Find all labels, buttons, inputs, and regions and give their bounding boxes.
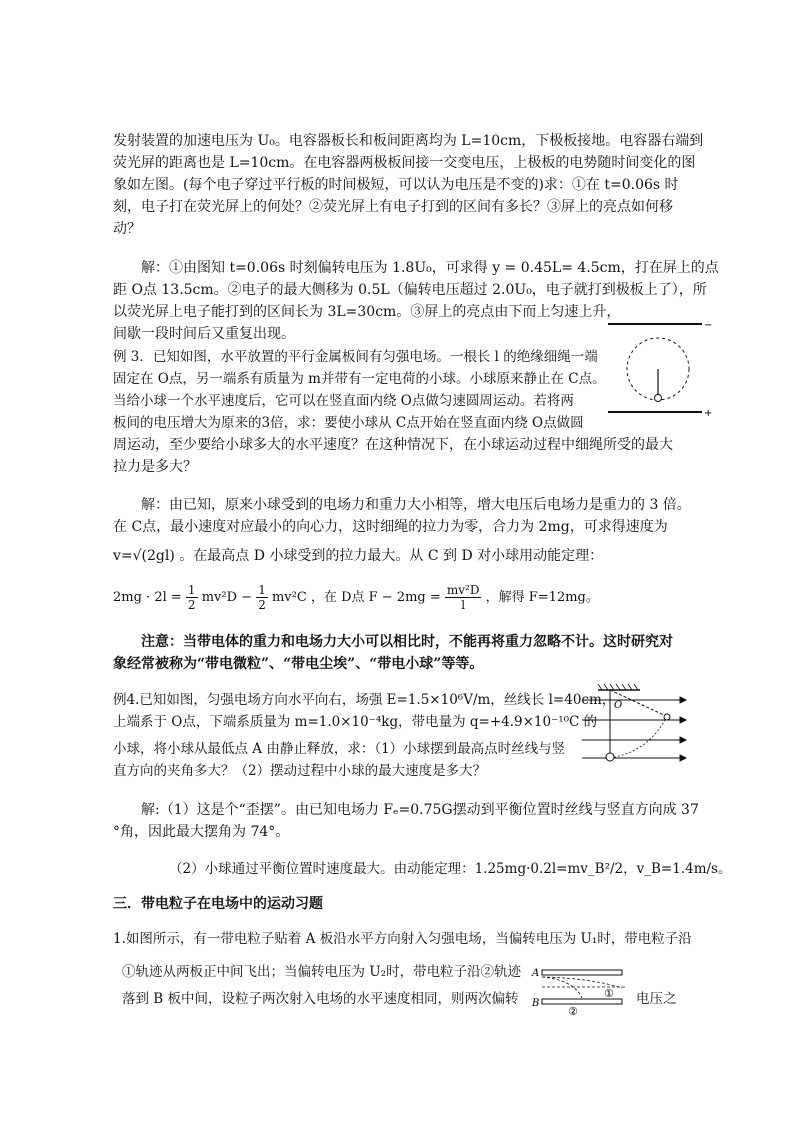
trajectory-2-label: ② xyxy=(568,1005,578,1016)
fraction: $\frac{\text{mv²D}}{l}$ xyxy=(446,583,480,612)
trajectory-1-label: ① xyxy=(604,987,614,1000)
eq-term: mv²C ，在 D点 F − 2mg = xyxy=(271,590,441,605)
plate-b-label: B xyxy=(532,998,540,1009)
text-line: 当给小球一个水平速度后，它可以在竖直面内绕 O点做匀速圆周运动。若将两 xyxy=(113,393,574,409)
text-line: 例4.已知如图，匀强电场方向水平向右，场强 E=1.5×10⁶V/m，丝线长 l=40cm， xyxy=(113,692,616,708)
text-line: 在 C点，最小速度对应最小的向心力，这时细绳的拉力为零，合力为 2mg，可求得速度为 xyxy=(113,519,668,535)
text-line: 上端系于 O点，下端系质量为 m=1.0×10⁻⁴kg，带电量为 q=+4.9×10⁻¹⁰C 的 xyxy=(113,714,598,730)
field-pendulum-figure xyxy=(578,682,688,772)
text-line: 象如左图。(每个电子穿过平行板的时间极短，可以认为电压是不变的)求：①在 t=0.06s 时 xyxy=(113,177,679,193)
fraction: $\frac{1}{2}$ xyxy=(187,583,196,612)
equation-line xyxy=(113,583,599,612)
text-line: 解：①由图知 t=0.06s 时刻偏转电压为 1.8U₀，可求得 y = 0.45L= 4.5cm，打在屏上的点 xyxy=(141,260,719,276)
eq-term: ，解得 F=12mg。 xyxy=(485,590,599,605)
eq-left: 2mg · 2l = xyxy=(113,590,182,605)
minus-label: − xyxy=(704,320,713,331)
text-line: 小球，将小球从最低点 A 由静止释放，求：（1）小球摆到最高点时丝线与竖 xyxy=(113,741,566,757)
plus-label: + xyxy=(704,408,713,418)
text-line: 以荧光屏上电子能打到的区间长为 3L=30cm。③屏上的亮点由下而上匀速上升， xyxy=(113,304,621,320)
pendulum-plates-figure xyxy=(604,318,714,418)
text-line: 荧光屏的距离也是 L=10cm。在电容器两极板间接一交变电压，上极板的电势随时间变化的图 xyxy=(113,155,696,171)
text-line: °角，因此最大摆角为 74°。 xyxy=(113,824,290,840)
text-line: 板间的电压增大为原来的3倍，求：要使小球从 C点开始在竖直面内绕 O点做圆 xyxy=(113,415,584,431)
text-line: 1.如图所示，有一带电粒子贴着 A 板沿水平方向射入匀强电场，当偏转电压为 U₁时，带电粒子沿 xyxy=(113,931,692,947)
text-line: 例 3．已知如图，水平放置的平行金属板间有匀强电场。一根长 l 的绝缘细绳一端 xyxy=(113,349,598,365)
eq-term: mv²D − xyxy=(201,590,253,605)
text-line: 解:（1）这是个“歪摆”。由已知电场力 Fₑ=0.75G摆动到平衡位置时丝线与竖直方向成 37 xyxy=(141,802,699,818)
text-line: 落到 B 板中间，设粒子两次射入电场的水平速度相同，则两次偏转 xyxy=(122,991,519,1007)
text-line: 发射装置的加速电压为 U₀。电容器板长和板间距离均为 L=10cm，下极板接地。电容器右端到 xyxy=(113,133,704,149)
text-line: 电压之 xyxy=(636,991,677,1007)
text-line: 直方向的夹角多大？（2）摆动过程中小球的最大速度是多大？ xyxy=(113,763,487,779)
point-o-label: O xyxy=(614,700,623,711)
text-line: （2）小球通过平衡位置时速度最大。由动能定理：1.25mg·0.2l=mv_B²/2，v_B=1.4m/s。 xyxy=(169,861,732,877)
text-line: 距 O点 13.5cm。②电子的最大侧移为 0.5L（偏转电压超过 2.0U₀，电子就打到极板上了），所 xyxy=(113,282,707,298)
note-line: 注意：当带电体的重力和电场力大小可以相比时，不能再将重力忽略不计。这时研究对 xyxy=(141,634,673,650)
text-line: 刻，电子打在荧光屏上的何处？②荧光屏上有电子打到的区间有多长？③屏上的亮点如何移 xyxy=(113,199,673,215)
text-line: 拉力是多大？ xyxy=(113,459,197,475)
text-line: ①轨迹从两板正中间飞出；当偏转电压为 U₂时，带电粒子沿②轨迹 xyxy=(122,964,522,980)
fraction: $\frac{1}{2}$ xyxy=(258,583,266,612)
note-line: 象经常被称为“带电微粒”、“带电尘埃”、“带电小球”等等。 xyxy=(113,656,484,672)
text-line: 固定在 O点，另一端系有质量为 m并带有一定电荷的小球。小球原来静止在 C点。 xyxy=(113,371,606,387)
section-title: 三．带电粒子在电场中的运动习题 xyxy=(113,896,323,912)
plates-trajectory-figure xyxy=(530,964,630,1016)
text-line: v=√(2gl) 。在最高点 D 小球受到的拉力最大。从 C 到 D 对小球用动能定理： xyxy=(113,548,604,564)
plate-a-label: A xyxy=(532,968,540,979)
text-line: 动？ xyxy=(113,221,141,237)
text-line: 间歇一段时间后又重复出现。 xyxy=(113,326,295,342)
text-line: 解：由已知，原来小球受到的电场力和重力大小相等，增大电压后电场力是重力的 3 倍。 xyxy=(141,497,691,513)
text-line: 周运动，至少要给小球多大的水平速度？在这种情况下，在小球运动过程中细绳所受的最大 xyxy=(113,437,673,453)
